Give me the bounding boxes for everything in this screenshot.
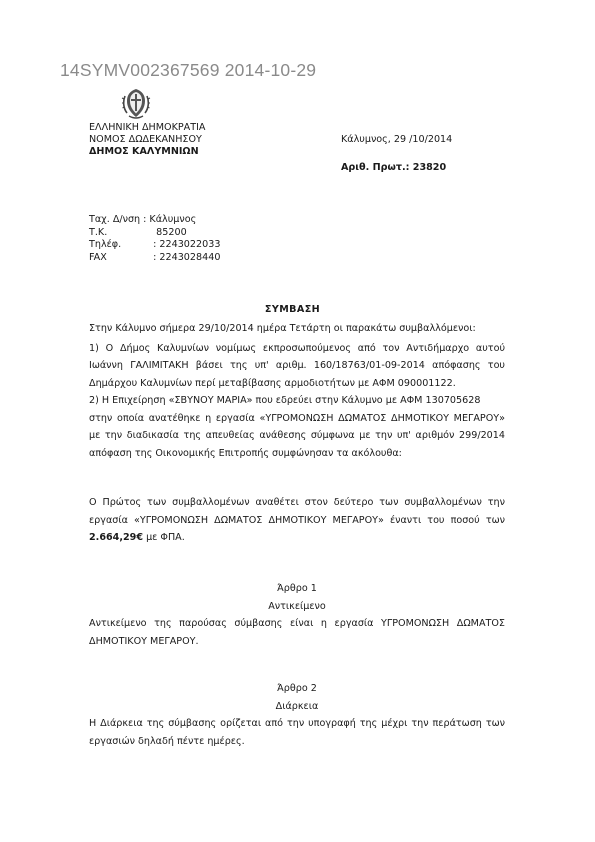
contact-value: : 2243028440	[147, 251, 221, 263]
header-municipality: ΔΗΜΟΣ ΚΑΛΥΜΝΙΩΝ	[89, 146, 199, 157]
party-two-paragraph: στην οποία ανατέθηκε η εργασία «ΥΓΡΟΜΟΝΩΣΗ ΔΩΜΑΤΟΣ ΔΗΜΟΤΙΚΟΥ ΜΕΓΑΡΟΥ» με την διαδικασία της απευθείας ανάθεσης σύμφωνα με την υπ' αριθμόν 299/2014 απόφαση της Οικονομικής Επιτροπής συμφώνησαν τα ακόλουθα:	[89, 412, 505, 459]
contact-row	[89, 239, 220, 252]
header-republic: ΕΛΛΗΝΙΚΗ ΔΗΜΟΚΡΑΤΙΑ	[89, 122, 206, 133]
document-title	[0, 304, 595, 315]
issuer-header	[89, 122, 205, 158]
contact-value: : Κάλυμνος	[143, 214, 197, 225]
protocol-number: Αριθ. Πρωτ.: 23820	[341, 162, 447, 173]
greek-coat-of-arms-icon	[121, 86, 151, 120]
party-one-paragraph: 1) Ο Δήμος Καλυμνίων νομίμως εκπροσωπούμενος από τον Αντιδήμαρχο αυτού Ιωάννη ΓΑΛΙΜΙΤΑΚΗ βάσει της υπ' αριθμ. 160/18763/01-09-2014 απόφασης του Δημάρχου Καλυμνίων περί μεταβίβασης αρμοδιοτήτων με ΑΦΜ 090001122.	[89, 342, 505, 389]
article-name: Αντικείμενο	[268, 600, 326, 612]
contract-parties	[89, 320, 505, 462]
contact-value: : 2243022033	[147, 239, 221, 250]
assignment-text: Ο Πρώτος των συμβαλλομένων αναθέτει στον δεύτερο των συμβαλλομένων την εργασία «ΥΓΡΟΜΟΝΩΣΗ ΔΩΜΑΤΟΣ ΔΗΜΟΤΙΚΟΥ ΜΕΓΑΡΟΥ» έναντι του ποσού των	[89, 497, 505, 526]
document-date: Κάλυμνος, 29 /10/2014	[341, 134, 453, 145]
intro-paragraph: Στην Κάλυμνο σήμερα 29/10/2014 ημέρα Τετάρτη οι παρακάτω συμβαλλόμενοι:	[89, 323, 476, 334]
contact-value: 85200	[147, 226, 187, 238]
amount-suffix: με ΦΠΑ.	[143, 532, 185, 543]
article-number: Άρθρο 2	[277, 683, 317, 694]
contact-label: FAX	[89, 251, 107, 263]
article-2	[89, 680, 505, 750]
contact-block	[89, 214, 220, 264]
assignment-paragraph	[89, 494, 505, 547]
article-text: Αντικείμενο της παρούσας σύμβασης είναι η εργασία ΥΓΡΟΜΟΝΩΣΗ ΔΩΜΑΤΟΣ ΔΗΜΟΤΙΚΟΥ ΜΕΓΑΡΟΥ.	[89, 618, 505, 647]
document-id: 14SYMV002367569 2014-10-29	[60, 60, 317, 80]
article-text: Η Διάρκεια της σύμβασης ορίζεται από την υπογραφή της μέχρι την περάτωση των εργασιών δηλαδή πέντε ημέρες.	[89, 718, 505, 747]
contact-label: Τ.Κ.	[89, 226, 108, 238]
contact-label: Τηλέφ.	[89, 239, 122, 250]
article-number: Άρθρο 1	[277, 583, 317, 594]
document-title-text: ΣΥΜΒΑΣΗ	[264, 304, 321, 315]
article-name: Διάρκεια	[275, 700, 319, 712]
contact-row	[89, 214, 220, 227]
contact-label: Ταχ. Δ/νση	[89, 214, 141, 225]
contract-amount: 2.664,29€	[89, 532, 144, 543]
assignment-block	[89, 494, 505, 547]
header-prefecture: ΝΟΜΟΣ ΔΩΔΕΚΑΝΗΣΟΥ	[89, 134, 202, 145]
article-1	[89, 580, 505, 650]
party-two-first-line: 2) Η Επιχείρηση «ΣΒΥΝΟΥ ΜΑΡΙΑ» που εδρεύει στην Κάλυμνο με ΑΦΜ 130705628	[89, 395, 481, 406]
contact-row	[89, 227, 220, 240]
contact-row	[89, 252, 220, 265]
